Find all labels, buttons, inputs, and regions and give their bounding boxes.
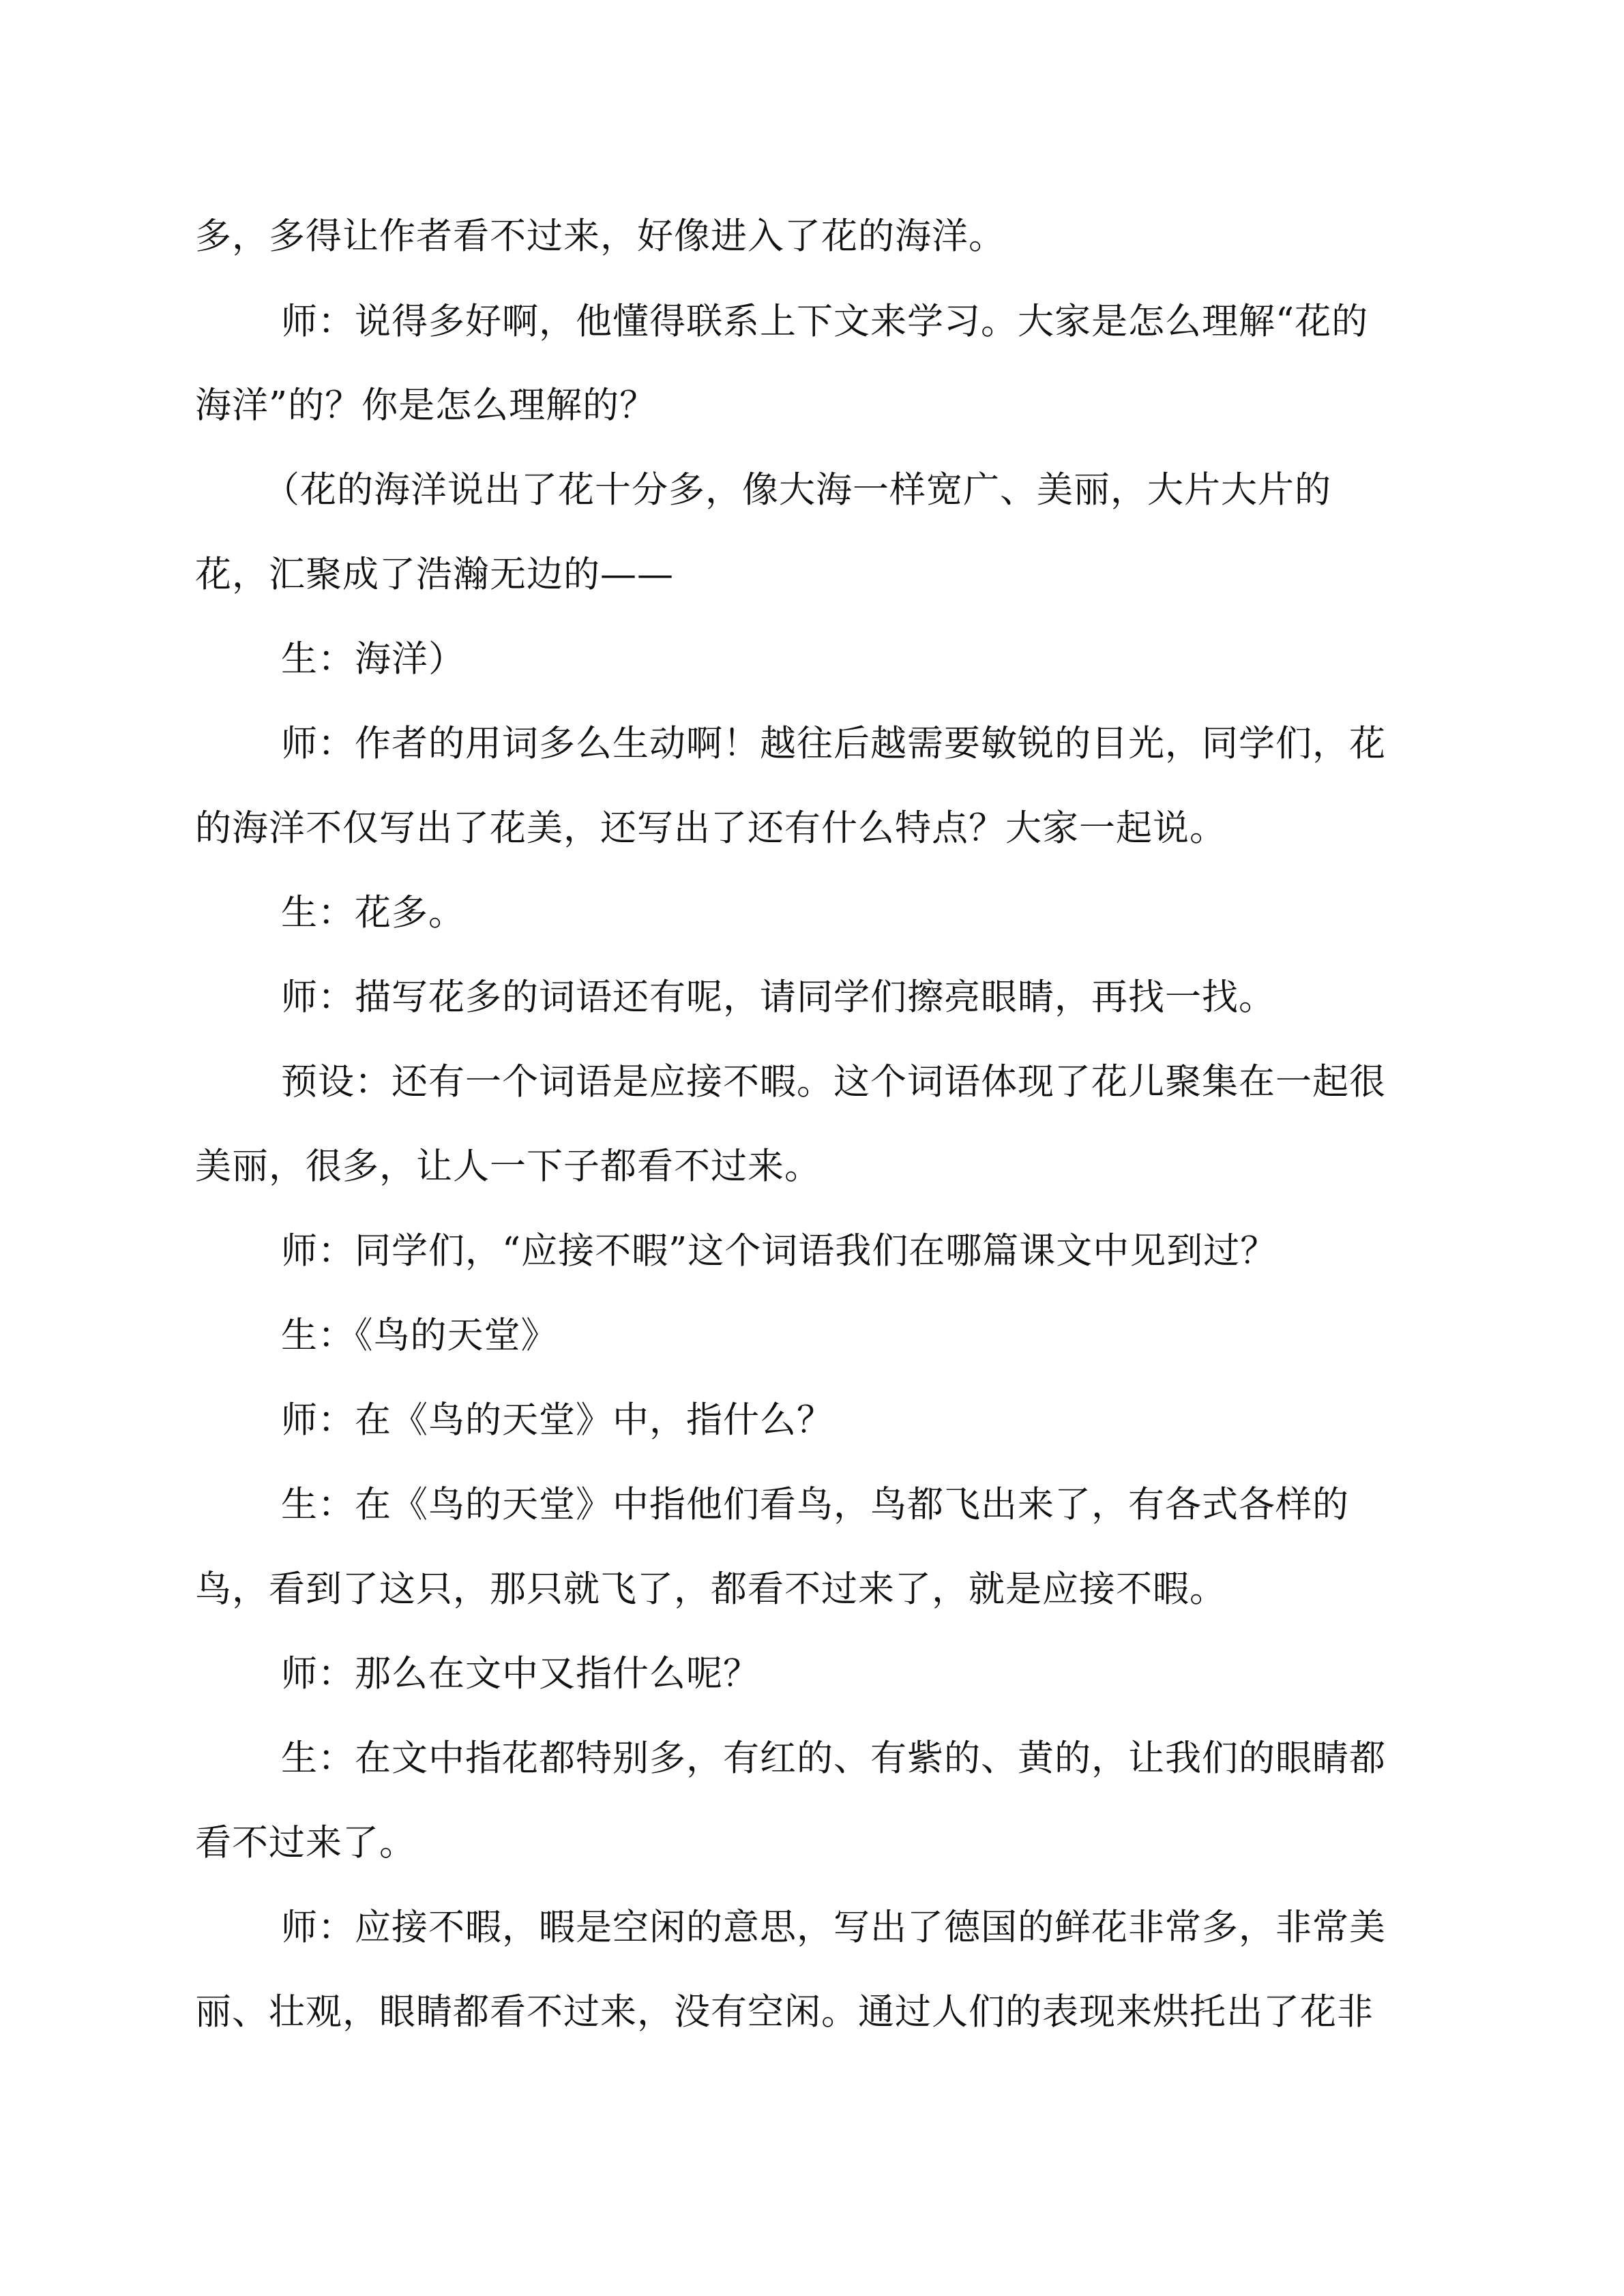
text-line-21: 师：应接不暇，暇是空闲的意思，写出了德国的鲜花非常多，非常美 [281, 1907, 1386, 1948]
text-line-13: 师：同学们，“应接不暇”这个词语我们在哪篇课文中见到过？ [281, 1230, 1278, 1272]
text-line-22: 丽、壮观，眼睛都看不过来，没有空闲。通过人们的表现来烘托出了花非 [195, 1991, 1374, 2033]
text-line-20: 看不过来了。 [195, 1822, 416, 1864]
text-line-9: 生：花多。 [281, 892, 465, 934]
text-line-2: 师：说得多好啊，他懂得联系上下文来学习。大家是怎么理解“花的 [281, 301, 1369, 342]
text-line-1: 多，多得让作者看不过来，好像进入了花的海洋。 [195, 215, 1005, 257]
text-line-19: 生：在文中指花都特别多，有红的、有紫的、黄的，让我们的眼睛都 [281, 1738, 1386, 1779]
text-line-14: 生：《鸟的天堂》 [281, 1315, 558, 1356]
text-line-15: 师：在《鸟的天堂》中，指什么？ [281, 1399, 833, 1441]
text-line-5: 花，汇聚成了浩瀚无边的—— [195, 554, 674, 595]
text-line-17: 鸟，看到了这只，那只就飞了，都看不过来了，就是应接不暇。 [195, 1568, 1226, 1610]
text-line-10: 师：描写花多的词语还有呢，请同学们擦亮眼睛，再找一找。 [281, 976, 1275, 1018]
text-line-11: 预设：还有一个词语是应接不暇。这个词语体现了花儿聚集在一起很 [281, 1061, 1386, 1103]
text-line-7: 师：作者的用词多么生动啊！越往后越需要敏锐的目光，同学们，花 [281, 723, 1386, 764]
text-line-4: （花的海洋说出了花十分多，像大海一样宽广、美丽，大片大片的 [263, 469, 1331, 511]
text-line-16: 生：在《鸟的天堂》中指他们看鸟，鸟都飞出来了，有各式各样的 [281, 1484, 1349, 1525]
text-line-6: 生：海洋） [281, 638, 465, 680]
text-line-3: 海洋”的？你是怎么理解的？ [195, 385, 657, 426]
text-line-12: 美丽，很多，让人一下子都看不过来。 [195, 1146, 821, 1187]
text-line-18: 师：那么在文中又指什么呢？ [281, 1653, 760, 1695]
text-line-8: 的海洋不仅写出了花美，还写出了还有什么特点？大家一起说。 [195, 807, 1226, 849]
